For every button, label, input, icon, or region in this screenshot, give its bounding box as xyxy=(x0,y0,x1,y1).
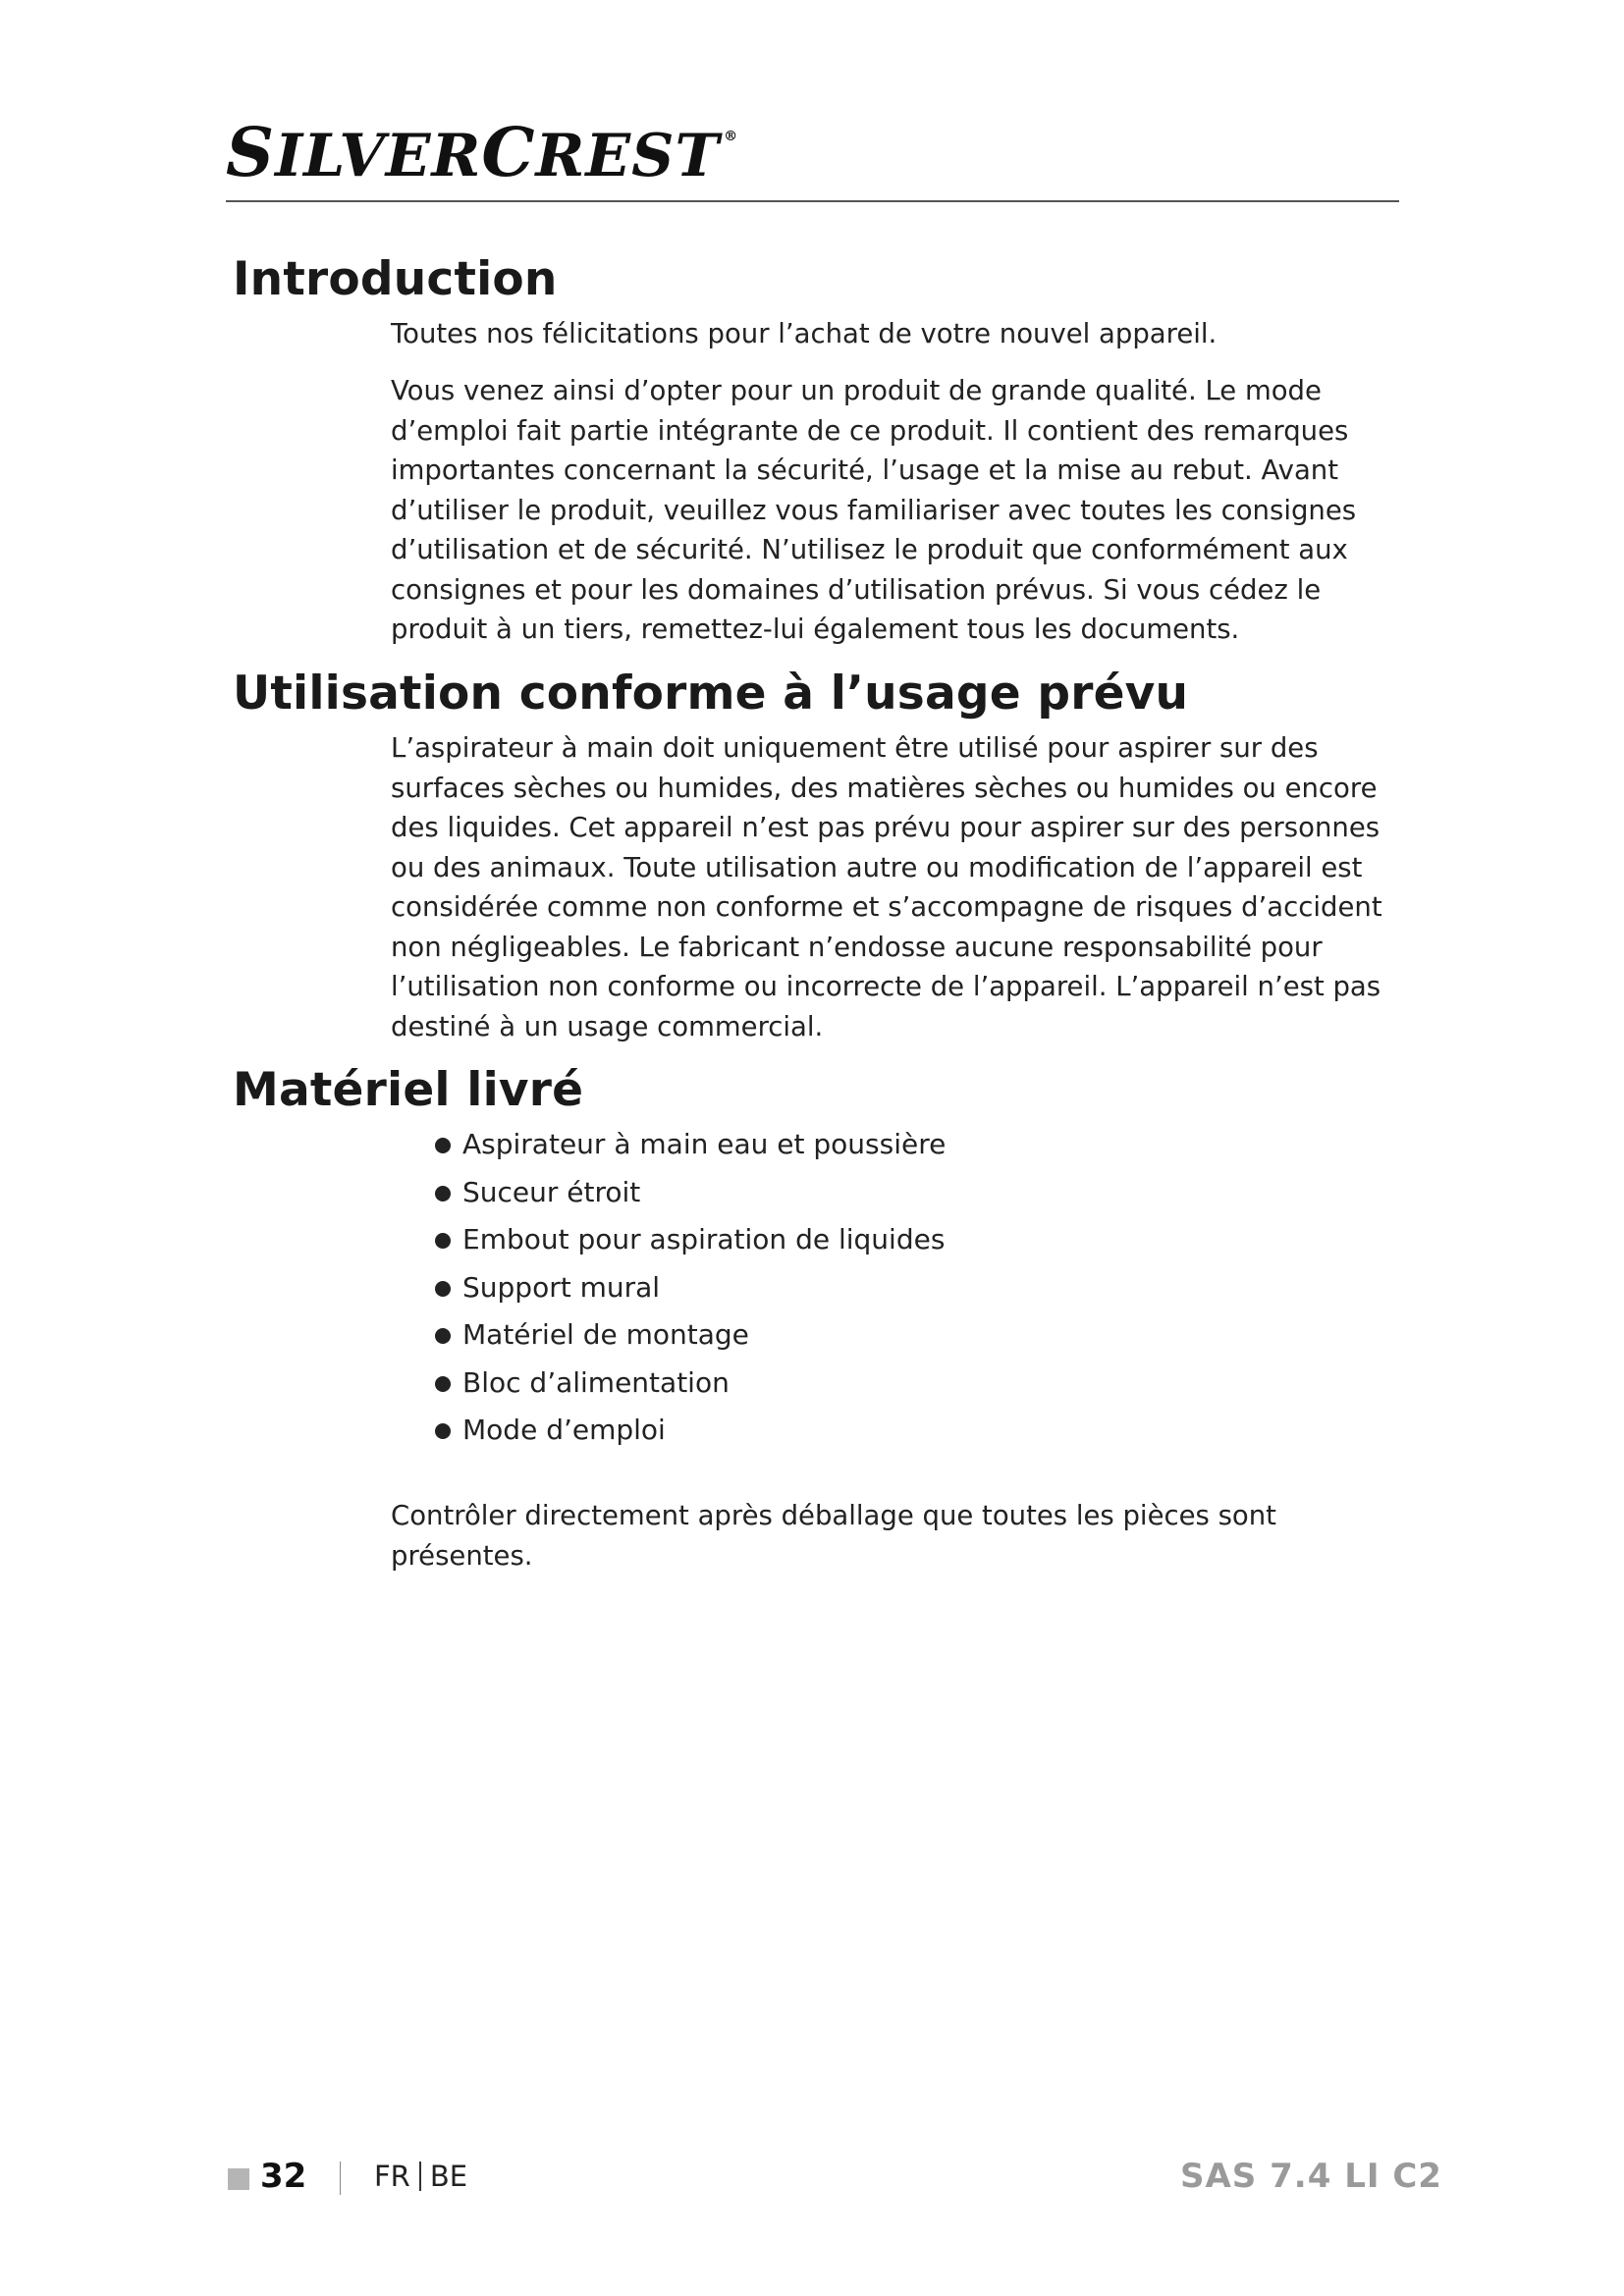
list-item: Mode d’emploi xyxy=(435,1415,946,1463)
bullet-icon xyxy=(435,1376,451,1392)
bullet-icon xyxy=(435,1423,451,1439)
list-item: Bloc d’alimentation xyxy=(435,1367,946,1415)
model-number: SAS 7.4 LI C2 xyxy=(1180,2157,1442,2196)
page-marker-icon xyxy=(228,2168,249,2190)
bullet-icon xyxy=(435,1186,451,1201)
heading-delivery-contents: Matériel livré xyxy=(233,1063,584,1117)
brand-logo: SILVERCREST ® xyxy=(226,114,739,192)
delivery-note: Contrôler directement après déballage que toutes les pièces sont présentes. xyxy=(391,1500,1276,1572)
header-divider xyxy=(226,200,1399,202)
page-number: 32 xyxy=(260,2157,307,2196)
list-item: Support mural xyxy=(435,1272,946,1320)
list-item: Suceur étroit xyxy=(435,1177,946,1225)
footer-separator xyxy=(340,2162,341,2195)
language-codes: FR BE xyxy=(374,2160,468,2193)
bullet-icon xyxy=(435,1138,451,1153)
heading-intended-use: Utilisation conforme à l’usage prévu xyxy=(233,667,1189,721)
heading-introduction: Introduction xyxy=(233,252,558,306)
bullet-icon xyxy=(435,1328,451,1344)
list-item: Embout pour aspiration de liquides xyxy=(435,1224,946,1272)
intended-use-paragraph: L’aspirateur à main doit uniquement être utilisé pour aspirer sur des surfaces sèches ou humides, des matières sèches ou humides ou encore des liquides. Cet appareil n’est pas prévu pour aspirer sur des personnes ou des animaux. Toute utilisation autre ou modification de l’appareil est considérée comme non conforme et s’accompagne de risques d’accident non négligeables. Le fabricant n’endosse aucune responsabilité pour l’utilisation non conforme ou incorrecte de l’appareil. L’appareil n’est pas destiné à un usage commercial. xyxy=(391,732,1382,1042)
list-item: Matériel de montage xyxy=(435,1319,946,1367)
bullet-icon xyxy=(435,1233,451,1249)
list-item: Aspirateur à main eau et poussière xyxy=(435,1129,946,1177)
intro-paragraph-1: Toutes nos félicitations pour l’achat de votre nouvel appareil. xyxy=(391,318,1218,349)
bullet-icon xyxy=(435,1281,451,1297)
intro-paragraph-2: Vous venez ainsi d’opter pour un produit de grande qualité. Le mode d’emploi fait partie intégrante de ce produit. Il contient des remarques importantes concernant la sécurité, l’usage et la mise au rebut. Avant d’utiliser le produit, veuillez vous familiariser avec toutes les consignes d’utilisation et de sécurité. N’utilisez le produit que conformément aux consignes et pour les domaines d’utilisation prévus. Si vous cédez le produit à un tiers, remettez-lui également tous les documents. xyxy=(391,375,1357,645)
delivery-contents-list xyxy=(435,1129,946,1463)
language-divider xyxy=(419,2162,421,2191)
